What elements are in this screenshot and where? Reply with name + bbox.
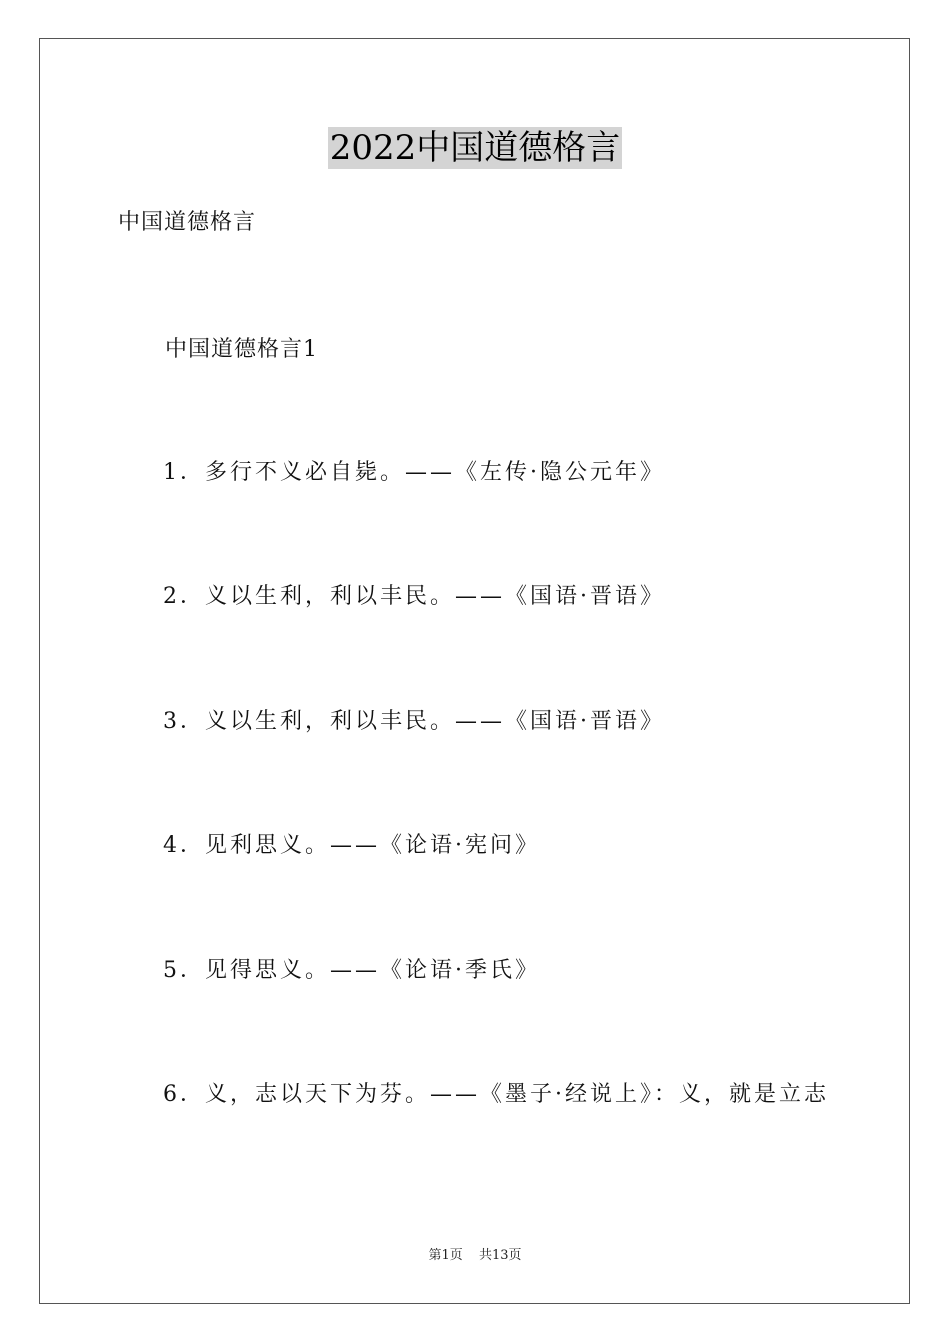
page-number-current: 第1页 xyxy=(428,1248,463,1263)
document-title-container xyxy=(0,127,950,169)
section-heading: 中国道德格言1 xyxy=(165,337,318,362)
quote-item: 1．多行不义必自毙。——《左传·隐公元年》 xyxy=(163,460,665,485)
page-number-total: 共13页 xyxy=(478,1248,522,1263)
document-title: 2022中国道德格言 xyxy=(329,128,621,168)
quote-item: 4．见利思义。——《论语·宪问》 xyxy=(163,833,540,858)
quote-item: 2．义以生利，利以丰民。——《国语·晋语》 xyxy=(163,584,665,609)
quote-item: 6．义，志以天下为芬。——《墨子·经说上》：义，就是立志 xyxy=(163,1082,829,1107)
quote-item: 3．义以生利，利以丰民。——《国语·晋语》 xyxy=(163,709,665,734)
page-footer xyxy=(0,1247,950,1265)
document-subtitle: 中国道德格言 xyxy=(118,210,257,235)
quote-item: 5．见得思义。——《论语·季氏》 xyxy=(163,958,540,983)
